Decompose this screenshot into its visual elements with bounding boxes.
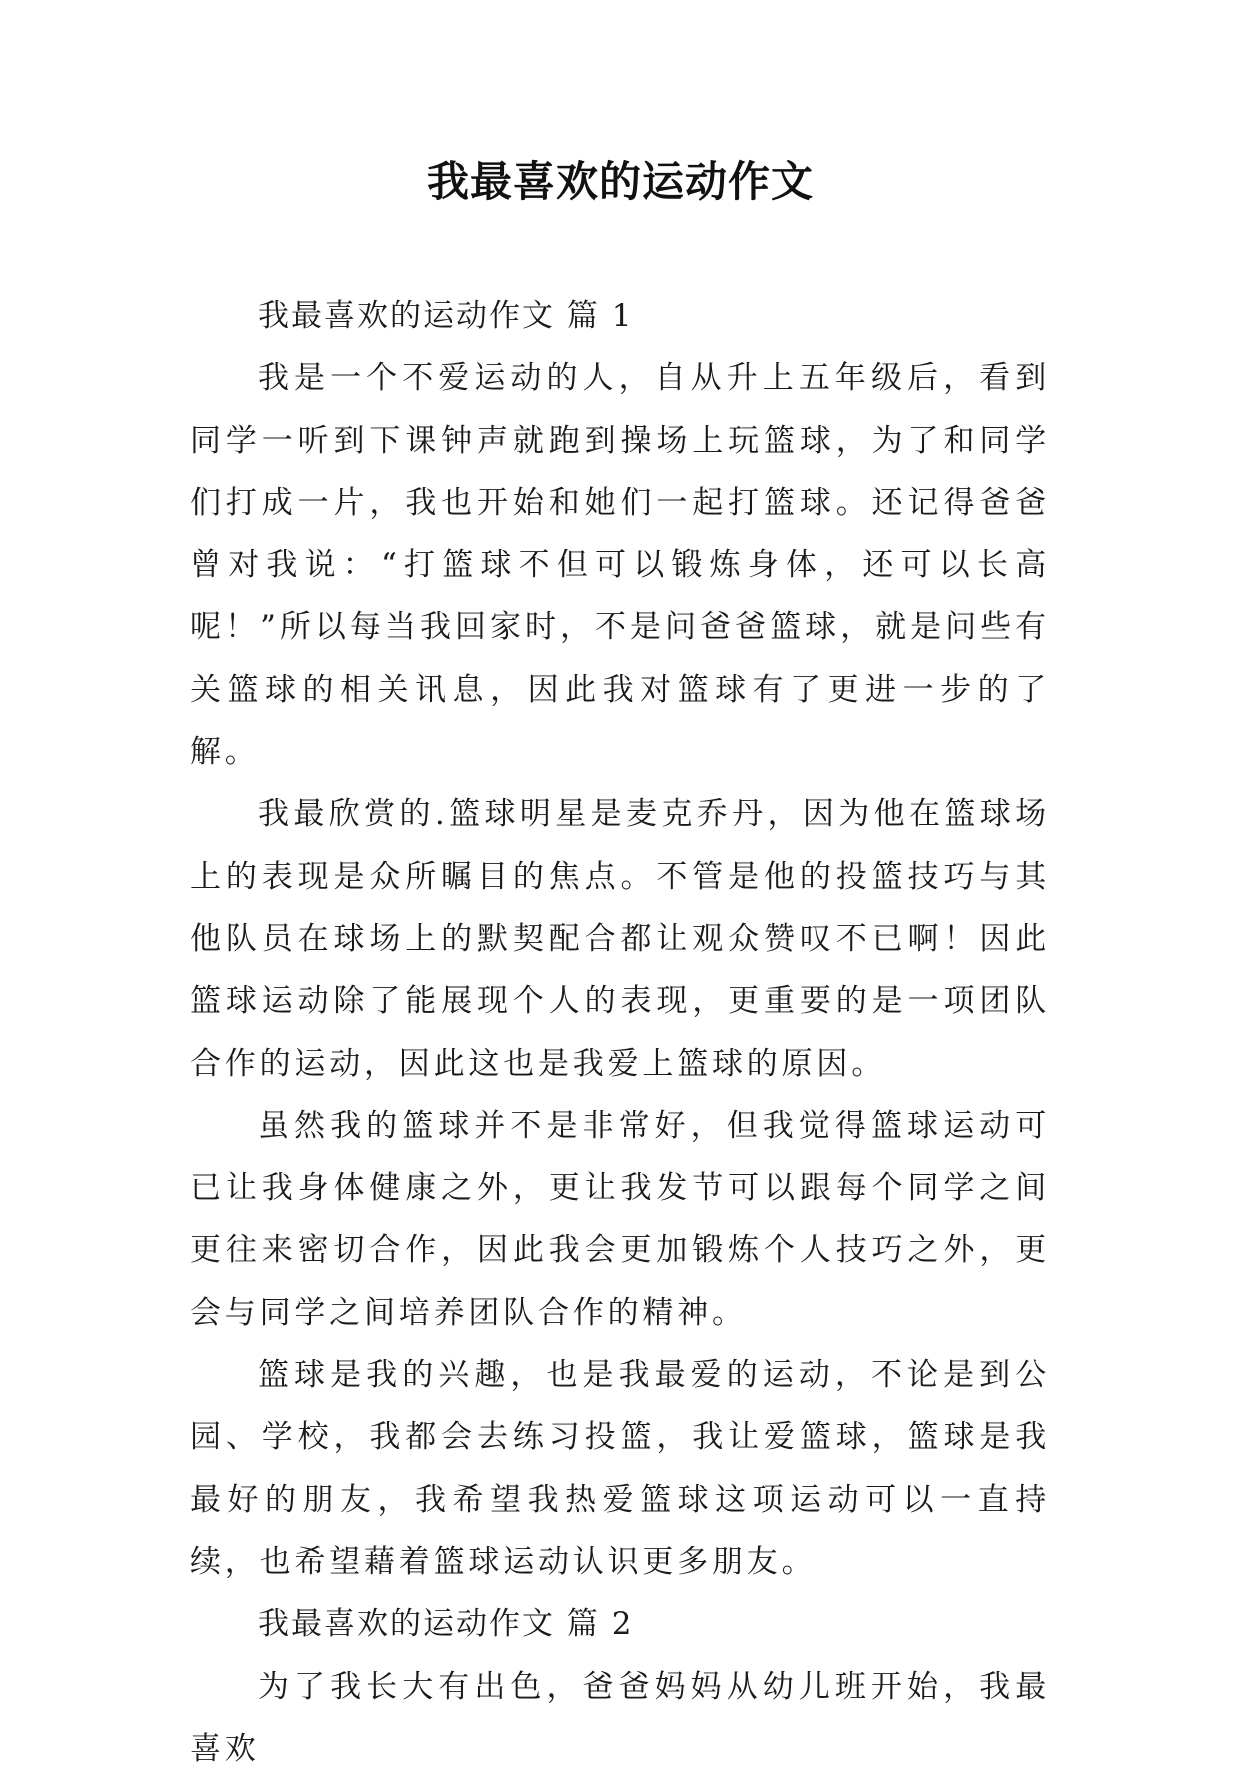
document-title: 我最喜欢的运动作文	[426, 157, 814, 206]
section-heading-2: 我最喜欢的运动作文 篇 2	[258, 1606, 634, 1643]
paragraph: 我是一个不爱运动的人，自从升上五年级后，看到同学一听到下课钟声就跑到操场上玩篮球，为了和同学们打成一片，我也开始和她们一起打篮球。还记得爸爸曾对我说：“打篮球不但可以锻炼身体，还可以长高呢！”所以每当我回家时，不是问爸爸篮球，就是问些有关篮球的相关讯息，因此我对篮球有了更进一步的了解。	[190, 360, 1050, 771]
paragraph: 篮球是我的兴趣，也是我最爱的运动，不论是到公园、学校，我都会去练习投篮，我让爱篮球，篮球是我最好的朋友，我希望我热爱篮球这项运动可以一直持续，也希望藉着篮球运动认识更多朋友。	[190, 1357, 1050, 1580]
paragraph: 我最欣赏的.篮球明星是麦克乔丹，因为他在篮球场上的表现是众所瞩目的焦点。不管是他的投篮技巧与其他队员在球场上的默契配合都让观众赞叹不已啊！因此篮球运动除了能展现个人的表现，更重要的是一项团队合作的运动，因此这也是我爱上篮球的原因。	[190, 796, 1050, 1082]
document-body	[190, 285, 1050, 1780]
paragraph: 虽然我的篮球并不是非常好，但我觉得篮球运动可已让我身体健康之外，更让我发节可以跟每个同学之间更往来密切合作，因此我会更加锻炼个人技巧之外，更会与同学之间培养团队合作的精神。	[190, 1107, 1050, 1331]
paragraph: 为了我长大有出色，爸爸妈妈从幼儿班开始，我最喜欢	[190, 1668, 1050, 1767]
section-heading-1: 我最喜欢的运动作文 篇 1	[258, 298, 634, 334]
